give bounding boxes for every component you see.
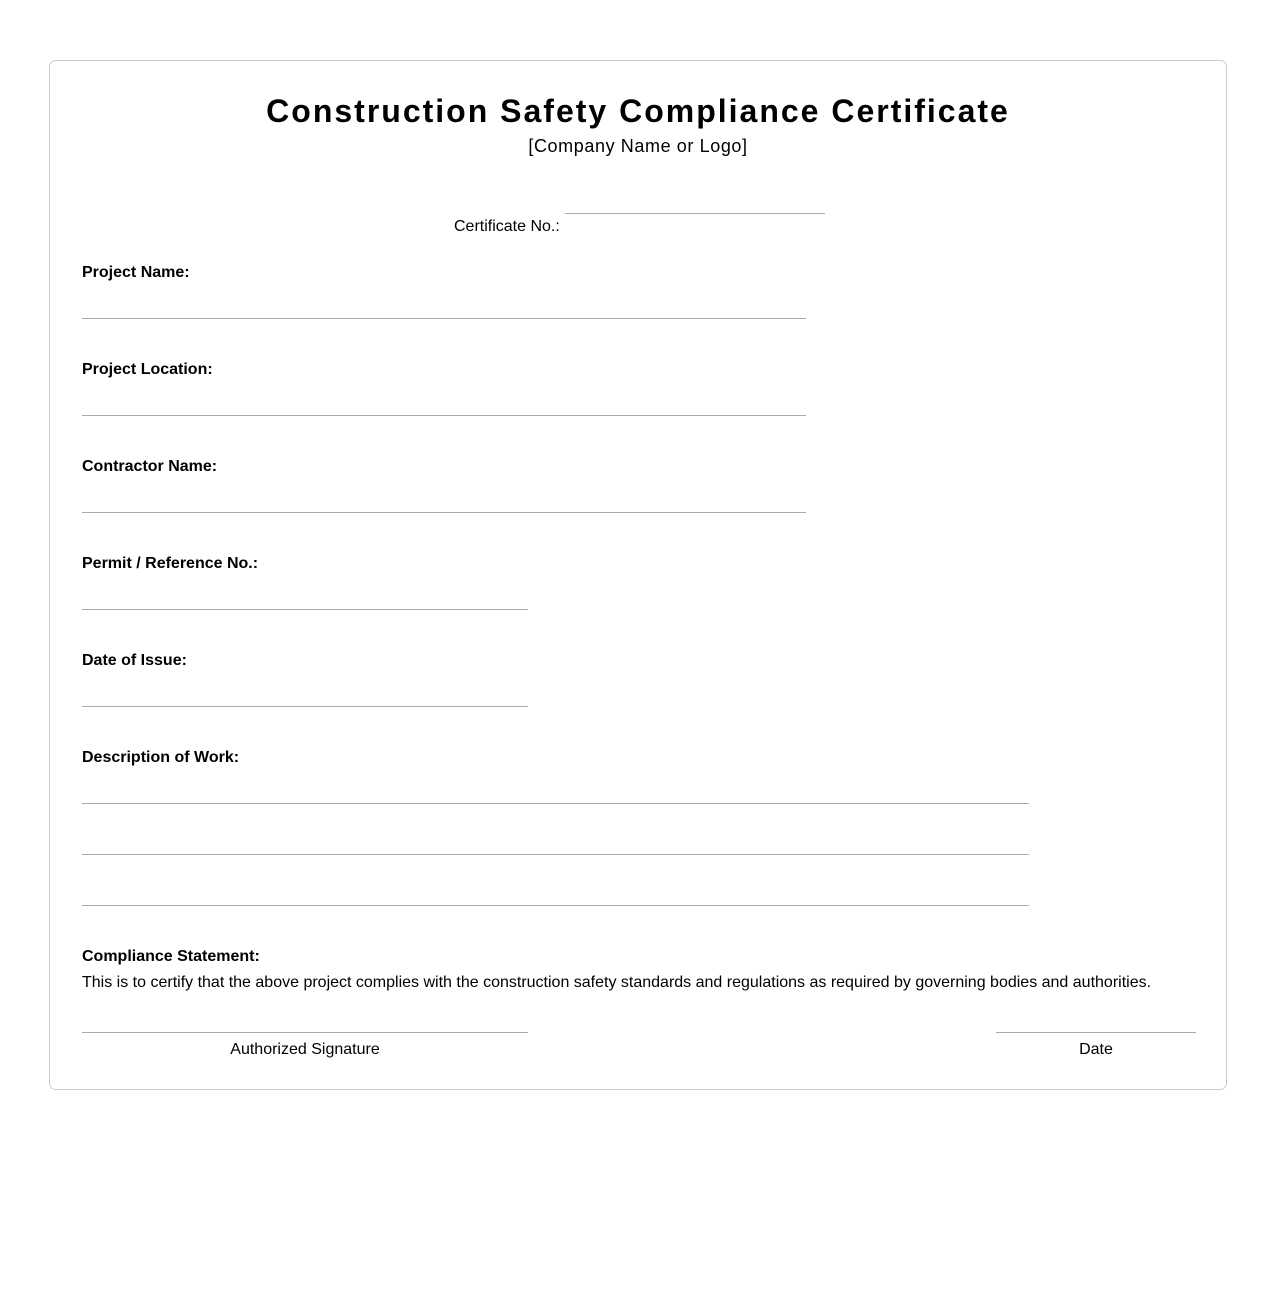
- certificate-title: Construction Safety Compliance Certificate: [266, 93, 1010, 129]
- contractor-name-field[interactable]: [82, 512, 806, 513]
- description-line-3[interactable]: [82, 905, 1029, 906]
- date-of-issue-label: Date of Issue:: [82, 652, 187, 669]
- signature-date-label: Date: [1079, 1041, 1113, 1058]
- description-line-2[interactable]: [82, 854, 1029, 855]
- certificate-card: [49, 60, 1227, 1090]
- project-name-field[interactable]: [82, 318, 806, 319]
- permit-reference-field[interactable]: [82, 609, 528, 610]
- project-location-label: Project Location:: [82, 361, 213, 378]
- project-location-field[interactable]: [82, 415, 806, 416]
- company-name-placeholder: [Company Name or Logo]: [528, 136, 748, 156]
- description-of-work-label: Description of Work:: [82, 749, 240, 766]
- signature-date-field[interactable]: [996, 1032, 1196, 1033]
- compliance-statement-heading: Compliance Statement:: [82, 948, 260, 965]
- contractor-name-label: Contractor Name:: [82, 458, 218, 475]
- compliance-statement-text: This is to certify that the above project complies with the construction safety standards and regulations as required by governing bodies and authorities.: [82, 974, 1152, 991]
- certificate-number-label: Certificate No.:: [454, 218, 560, 235]
- permit-reference-label: Permit / Reference No.:: [82, 555, 259, 572]
- certificate-number-field[interactable]: [565, 213, 825, 214]
- date-of-issue-field[interactable]: [82, 706, 528, 707]
- authorized-signature-field[interactable]: [82, 1032, 528, 1033]
- description-line-1[interactable]: [82, 803, 1029, 804]
- authorized-signature-label: Authorized Signature: [230, 1041, 380, 1058]
- project-name-label: Project Name:: [82, 264, 190, 281]
